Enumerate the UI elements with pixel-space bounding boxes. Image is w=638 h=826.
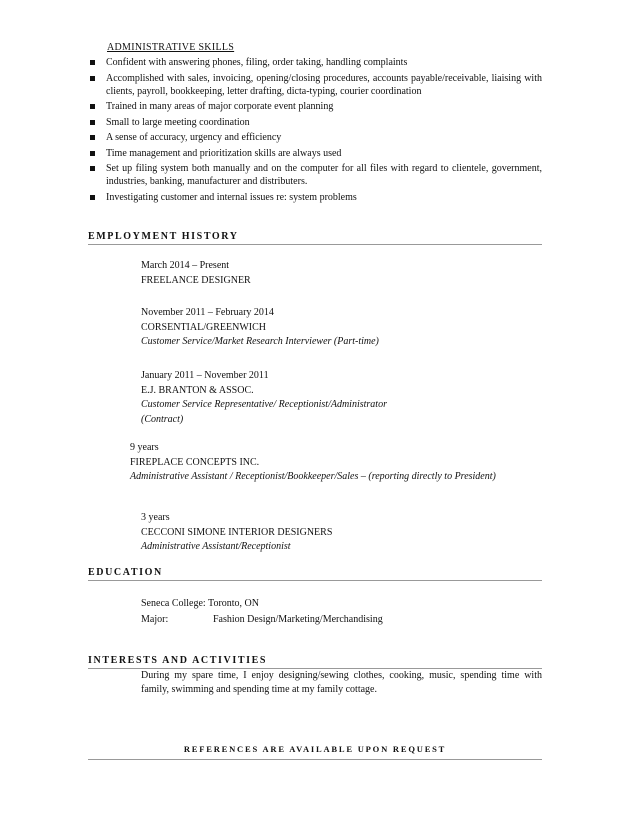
job-company: E.J. BRANTON & ASSOC. (141, 384, 254, 396)
skill-text: Trained in many areas of major corporate event planning (106, 101, 334, 112)
job-period: 3 years (141, 512, 170, 523)
job-entry-freelance (141, 259, 541, 288)
skill-text: A sense of accuracy, urgency and efficiency (106, 132, 282, 143)
interests-text: During my spare time, I enjoy designing/sewing clothes, cooking, music, spending time with family, swimming and spending time at my family cottage. (141, 670, 542, 695)
job-role: Customer Service/Market Research Interviewer (Part-time) (141, 336, 379, 347)
job-role: Administrative Assistant / Receptionist/Bookkeeper/Sales – (reporting directly to President) (130, 471, 496, 482)
school-value: Toronto, ON (208, 598, 259, 609)
square-bullet-icon (90, 195, 95, 200)
skill-text: Small to large meeting coordination (106, 116, 250, 128)
skill-text: Accomplished with sales, invoicing, opening/closing procedures, accounts payable/receivable, liaising with clients, payroll, bookkeeping, letter drafting, dicta-typing, courier coordination (106, 72, 542, 97)
references-note: REFERENCES ARE AVAILABLE UPON REQUEST (88, 744, 542, 760)
job-period: January 2011 – November 2011 (141, 370, 269, 381)
job-entry-fireplace (130, 441, 530, 485)
skill-item (88, 56, 542, 69)
job-entry-corsential (141, 306, 541, 350)
job-company: FIREPLACE CONCEPTS INC. (130, 456, 260, 468)
job-entry-cecconi (141, 511, 541, 555)
employment-heading: EMPLOYMENT HISTORY (88, 231, 542, 245)
skill-item (88, 131, 542, 144)
job-role: Customer Service Representative/ Receptionist/Administrator (Contract) (141, 399, 387, 425)
skill-text: Investigating customer and internal issues re: system problems (106, 191, 357, 203)
square-bullet-icon (90, 76, 95, 81)
job-company: CORSENTIAL/GREENWICH (141, 321, 266, 333)
education-major-label: Major: (141, 614, 169, 625)
skill-text: Confident with answering phones, filing, order taking, handling complaints (106, 57, 408, 68)
skill-item (88, 162, 542, 188)
square-bullet-icon (90, 151, 95, 156)
skill-item (88, 116, 542, 129)
job-entry-branton (141, 369, 431, 427)
education-major-value: Fashion Design/Marketing/Merchandising (213, 614, 383, 625)
square-bullet-icon (90, 120, 95, 125)
square-bullet-icon (90, 166, 95, 171)
skill-text: Time management and prioritization skills are always used (106, 147, 342, 159)
job-period: 9 years (130, 442, 159, 453)
interests-heading: INTERESTS AND ACTIVITIES (88, 655, 542, 669)
square-bullet-icon (90, 60, 95, 65)
square-bullet-icon (90, 135, 95, 140)
job-role: Administrative Assistant/Receptionist (141, 541, 291, 552)
job-period: November 2011 – February 2014 (141, 307, 274, 318)
school-label: Seneca College: (141, 598, 206, 609)
job-period: March 2014 – Present (141, 260, 230, 271)
skill-item (88, 147, 542, 160)
skills-list (88, 56, 542, 206)
skill-text: Set up filing system both manually and on the computer for all files with regard to clientele, government, industries, banking, manufacturer and distributers. (106, 163, 542, 187)
skill-item (88, 72, 542, 98)
job-company: CECCONI SIMONE INTERIOR DESIGNERS (141, 526, 333, 538)
skills-heading: ADMINISTRATIVE SKILLS (107, 42, 235, 53)
job-company: FREELANCE DESIGNER (141, 274, 251, 286)
square-bullet-icon (90, 104, 95, 109)
education-heading: EDUCATION (88, 567, 542, 581)
education-school (141, 597, 259, 611)
skill-item (88, 191, 542, 204)
skill-item (88, 100, 542, 113)
